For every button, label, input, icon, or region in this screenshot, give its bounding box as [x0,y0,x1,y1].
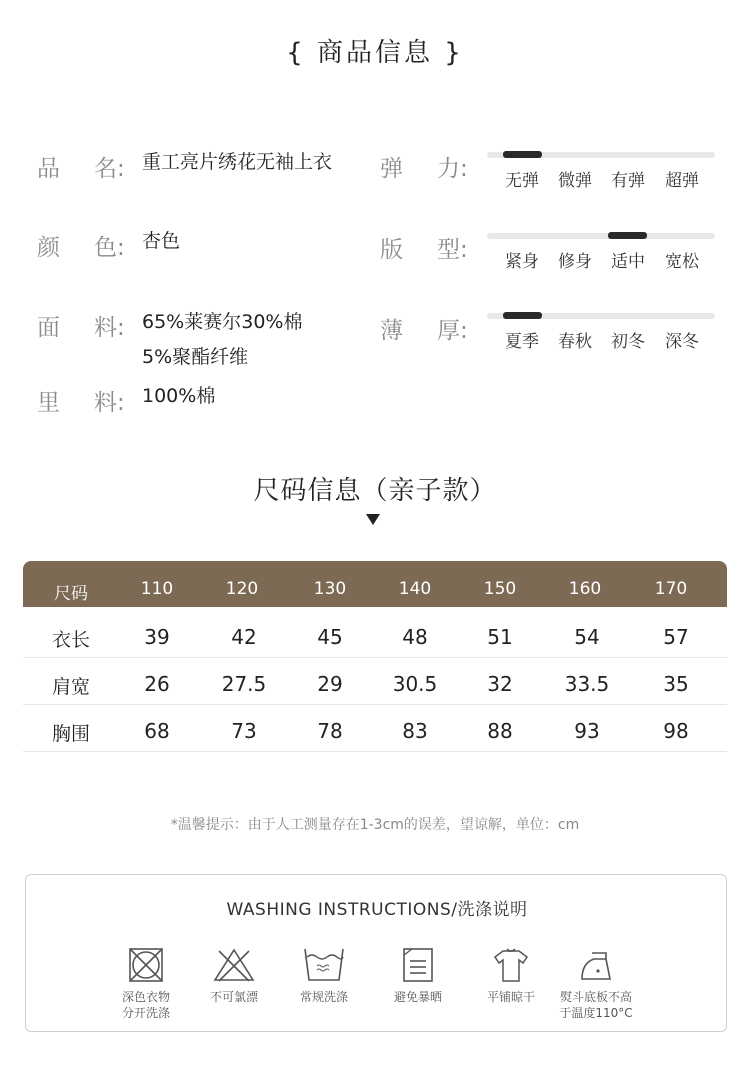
table-cell: 78 [317,719,343,743]
table-cell: 68 [144,719,170,743]
wash-label: 熨斗底板不高 [559,990,632,1004]
table-cell: 35 [663,672,689,696]
header-cell: 160 [568,579,602,599]
scale-option: 宽松 [665,252,699,272]
measurement-note: *温馨提示：由于人工测量存在1-3cm的误差，望谅解，单位：cm [170,817,580,833]
table-cell: 98 [663,719,689,743]
scale-option: 夏季 [505,332,539,352]
header-cell: 尺码 [54,584,88,604]
scale-marker [503,151,542,158]
header-cell: 170 [654,579,688,599]
scale-option: 微弹 [558,171,592,191]
washing-instructions-box [25,874,727,1032]
scale-option: 超弹 [665,171,699,191]
fit-scale [487,229,715,279]
table-cell: 30.5 [392,672,438,696]
wash-label: 分开洗涤 [121,1006,170,1020]
header-cell: 140 [398,579,432,599]
table-cell: 54 [574,625,600,649]
attr-value-fabric-line1: 65%莱赛尔30%棉 [142,311,303,333]
table-cell: 33.5 [564,672,610,696]
down-triangle-icon [366,514,380,525]
table-cell: 32 [487,672,513,696]
attr-value-color: 杏色 [142,230,181,252]
header-cell: 130 [313,579,347,599]
no-bleach-icon [211,945,257,985]
size-table-header [23,561,727,607]
table-cell: 88 [487,719,513,743]
wash-label: 避免暴晒 [393,990,442,1004]
row-name: 肩宽 [51,676,90,698]
scale-track [487,233,715,239]
attr-value-name: 重工亮片绣花无袖上衣 [142,151,333,173]
table-cell: 51 [487,625,513,649]
table-cell: 39 [144,625,170,649]
row-name: 胸围 [51,723,90,745]
size-info-title: 尺码信息（亲子款） [253,476,497,506]
wash-label: 于温度110°C [559,1006,633,1020]
table-row [23,611,727,658]
thickness-scale [487,309,715,359]
row-name: 衣长 [51,629,90,651]
scale-option: 紧身 [505,252,539,272]
flat-dry-icon [491,945,531,985]
elasticity-scale [487,148,715,198]
table-cell: 27.5 [221,672,267,696]
wash-label: 常规洗涤 [299,990,348,1004]
wash-item-iron [546,945,646,1021]
scale-option: 修身 [558,252,592,272]
iron-icon [576,945,616,985]
wash-item-separate [96,945,196,1021]
scale-option: 初冬 [611,332,645,352]
table-cell: 83 [402,719,428,743]
table-cell: 45 [317,625,343,649]
scale-option: 深冬 [665,332,699,352]
scale-option: 春秋 [558,332,592,352]
table-row [23,705,727,752]
product-info-title: { 商品信息 } [286,38,464,68]
table-cell: 42 [231,625,257,649]
line-dry-shade-icon [398,945,438,985]
scale-marker [608,232,647,239]
scale-option: 无弹 [505,171,539,191]
wash-label: 不可氯漂 [209,990,258,1004]
table-cell: 57 [663,625,689,649]
header-cell: 120 [225,579,259,599]
no-tumble-icon [126,945,166,985]
table-cell: 73 [231,719,257,743]
attr-value-lining: 100%棉 [142,385,216,407]
table-cell: 26 [144,672,170,696]
wash-label: 深色衣物 [121,990,170,1004]
wash-basin-icon [301,945,347,985]
scale-marker [503,312,542,319]
wash-label: 平铺晾干 [486,990,535,1004]
attr-value-fabric-line2: 5%聚酯纤维 [142,346,249,368]
scale-option: 有弹 [611,171,645,191]
wash-item-avoid-sun [368,945,468,1005]
table-row [23,658,727,705]
table-cell: 48 [402,625,428,649]
wash-item-no-bleach [184,945,284,1005]
scale-option: 适中 [611,252,645,272]
table-cell: 29 [317,672,343,696]
washing-title: WASHING INSTRUCTIONS/洗涤说明 [226,900,528,920]
wash-item-normal-wash [274,945,374,1005]
header-cell: 150 [483,579,517,599]
table-cell: 93 [574,719,600,743]
header-cell: 110 [140,579,174,599]
